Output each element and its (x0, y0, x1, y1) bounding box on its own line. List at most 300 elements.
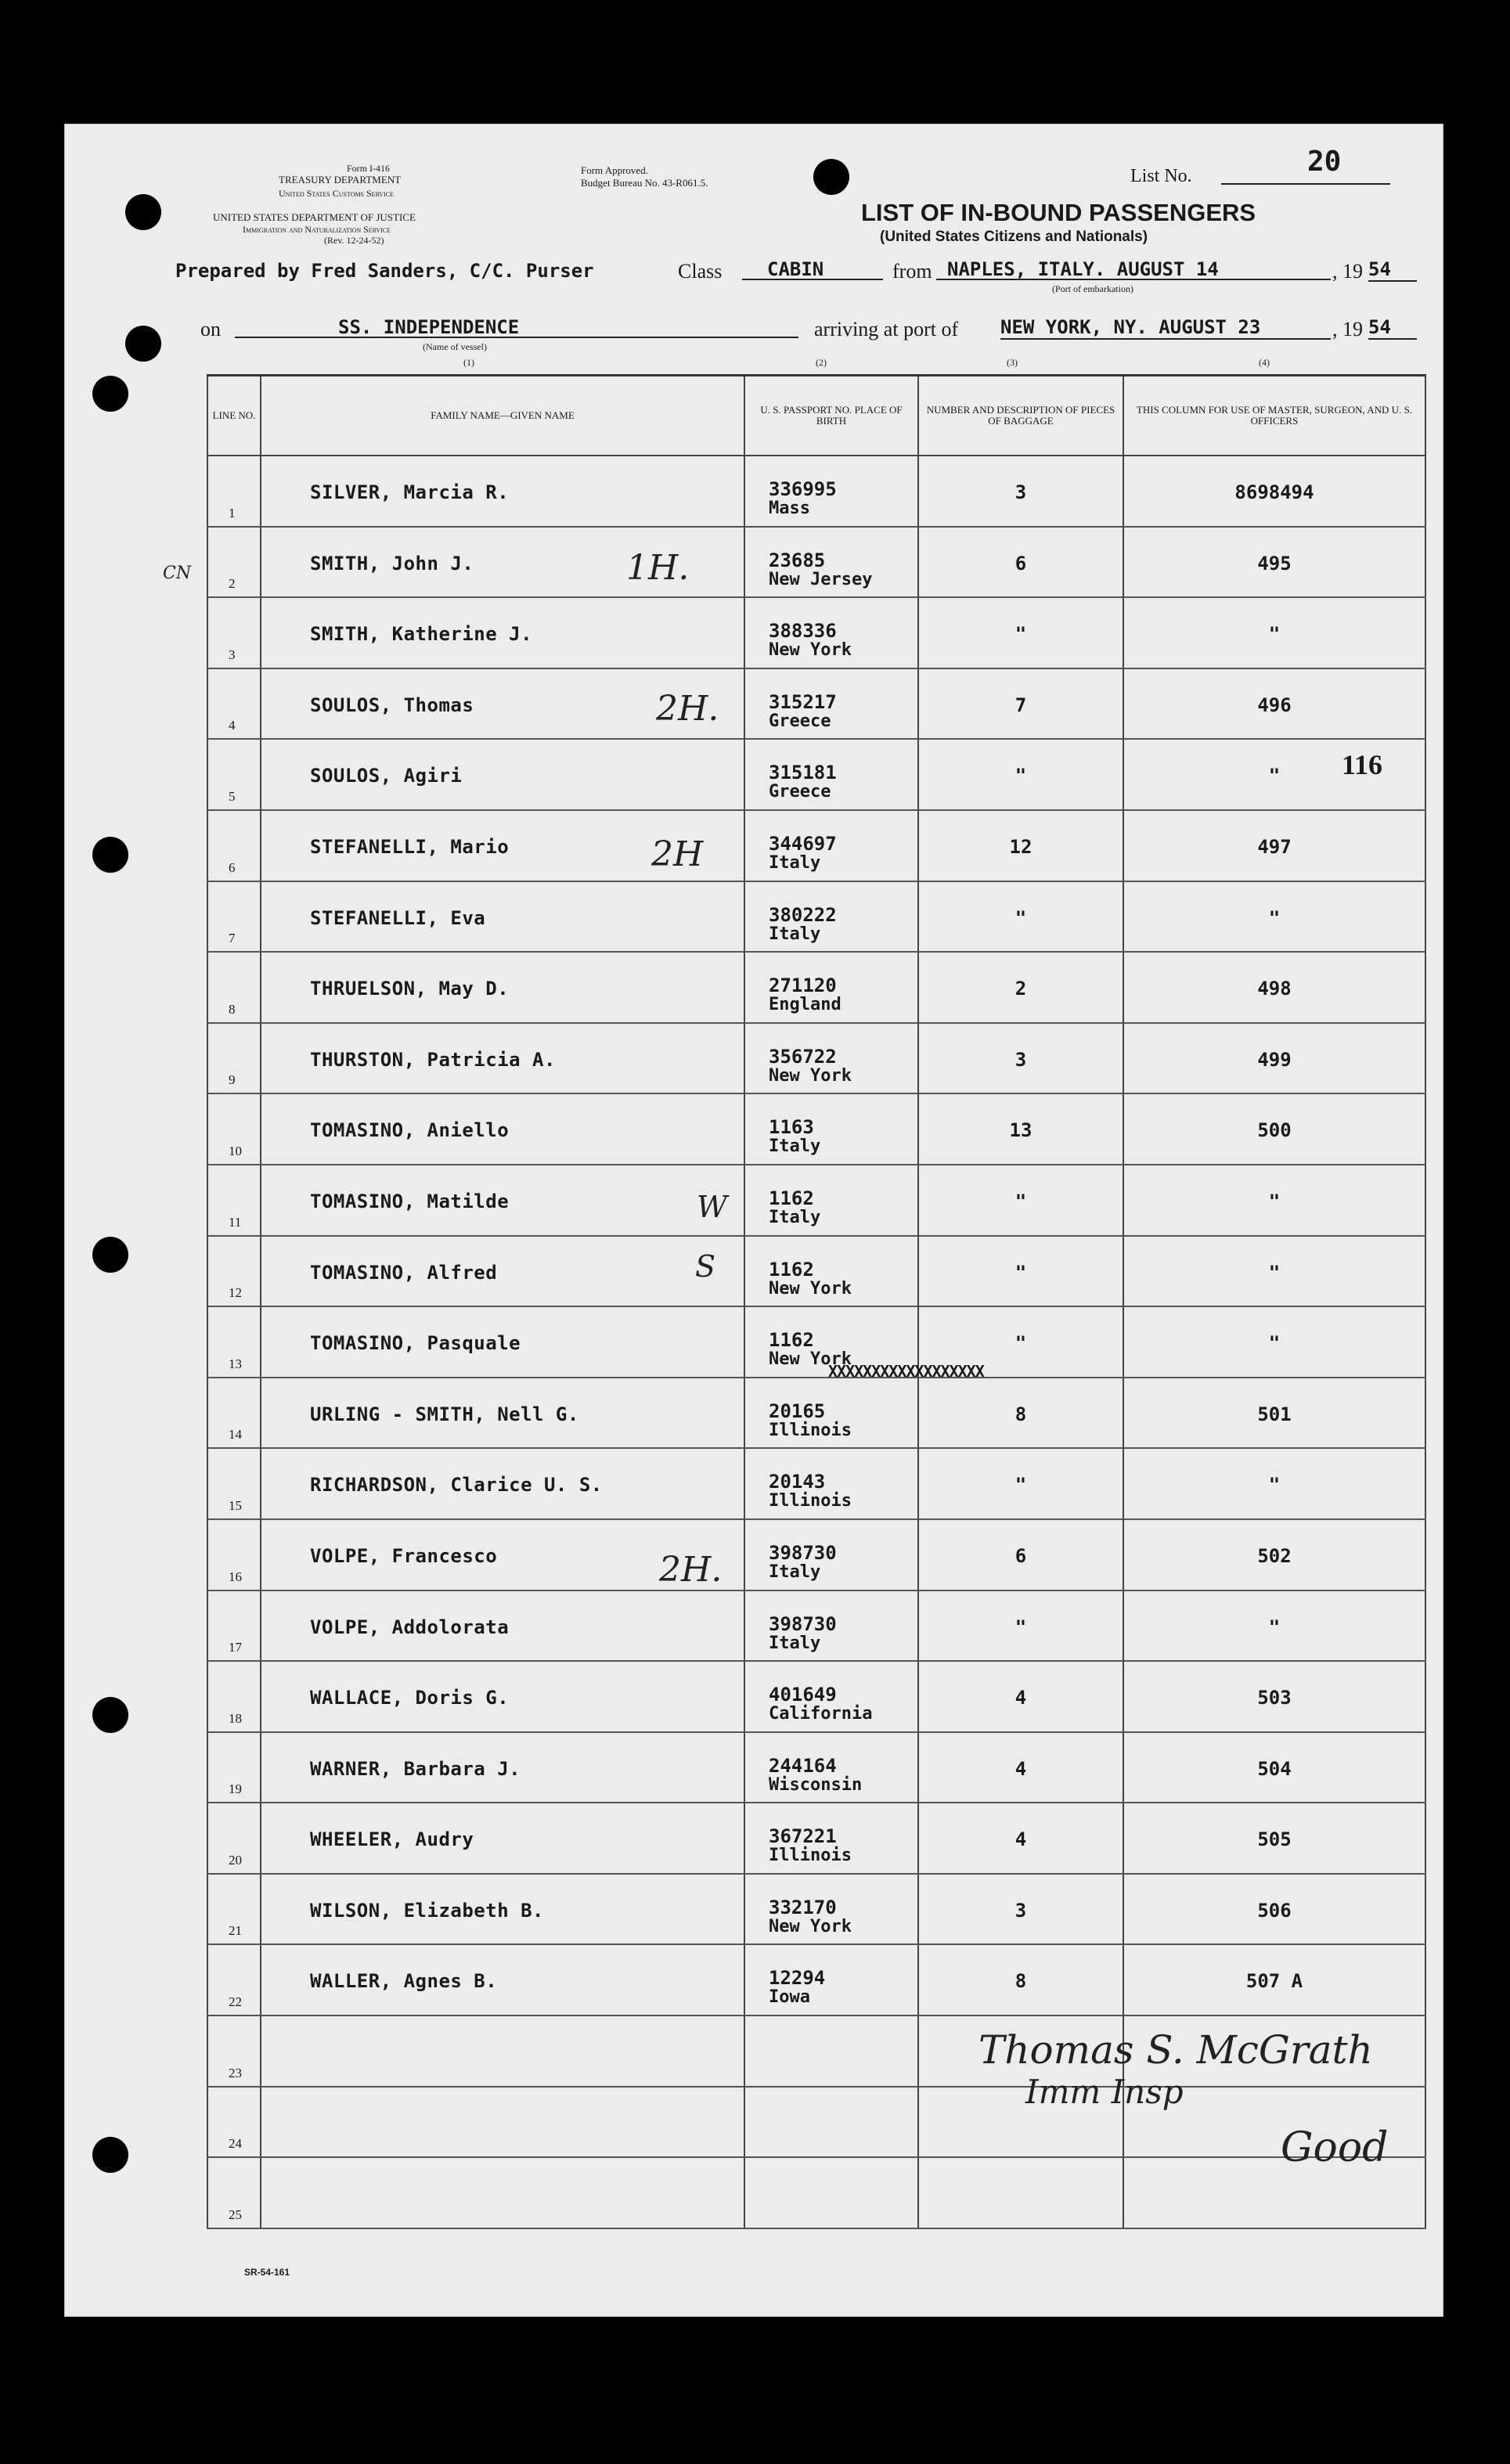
line-cell (207, 881, 261, 953)
line-cell (207, 1093, 261, 1165)
line-number: 10 (229, 1143, 242, 1158)
name-cell (261, 2157, 744, 2228)
name-cell (261, 1661, 744, 1732)
from-label: from (892, 260, 932, 283)
name-cell (261, 1236, 744, 1307)
line-cell (207, 456, 261, 527)
table-row (207, 1803, 1425, 1874)
officer-number: " (1268, 906, 1281, 929)
baggage-count: 6 (1014, 552, 1027, 575)
officer-cell (1123, 1448, 1425, 1519)
name-cell (261, 1590, 744, 1662)
passenger-name: THURSTON, Patricia A. (310, 1048, 556, 1071)
passenger-name: TOMASINO, Matilde (310, 1190, 510, 1212)
line-number: 3 (229, 647, 236, 662)
baggage-count: 8 (1014, 1970, 1027, 1993)
place-of-birth: Italy (769, 1137, 821, 1157)
baggage-count: 3 (1014, 1899, 1027, 1922)
name-cell (261, 1944, 744, 2016)
name-cell (261, 597, 744, 668)
punch-hole (92, 1237, 128, 1273)
place-of-birth: Greece (769, 711, 831, 731)
hand-note-2h-a: 2H. (656, 689, 719, 729)
baggage-count: 8 (1014, 1403, 1027, 1425)
table-row (207, 1590, 1425, 1662)
prepared-by: Prepared by Fred Sanders, C/C. Purser (175, 260, 594, 282)
passport-cell (744, 881, 918, 953)
baggage-cell (918, 1023, 1123, 1094)
officer-number: 506 (1257, 1899, 1292, 1922)
passport-cell (744, 952, 918, 1023)
passport-cell (744, 668, 918, 740)
name-cell (261, 2016, 744, 2087)
officer-cell (1123, 527, 1425, 598)
table-row (207, 881, 1425, 953)
table-row (207, 1165, 1425, 1236)
table-row (207, 1093, 1425, 1165)
passport-number: 20165 (769, 1400, 826, 1422)
table-row (207, 810, 1425, 881)
line-number: 24 (229, 2136, 242, 2152)
header-baggage: NUMBER AND DESCRIPTION OF PIECES OF BAGGAGE (918, 376, 1123, 456)
passenger-name: WARNER, Barbara J. (310, 1757, 521, 1780)
baggage-count: " (1014, 1261, 1027, 1284)
passenger-name: STEFANELLI, Eva (310, 906, 486, 929)
header-officers: THIS COLUMN FOR USE OF MASTER, SURGEON, AND U. S. OFFICERS (1123, 376, 1425, 456)
passport-number: 1162 (769, 1187, 814, 1209)
baggage-cell (918, 952, 1123, 1023)
passport-number: 398730 (769, 1541, 837, 1564)
punch-hole (92, 1697, 128, 1733)
baggage-count: 4 (1014, 1757, 1027, 1780)
line-cell (207, 1378, 261, 1449)
officer-cell (1123, 1306, 1425, 1378)
place-of-birth: New York (769, 1065, 852, 1086)
passenger-name: VOLPE, Addolorata (310, 1616, 510, 1638)
table-row (207, 527, 1425, 598)
passenger-name: URLING - SMITH, Nell G. (310, 1403, 579, 1425)
passport-cell (744, 810, 918, 881)
passport-number: 315181 (769, 762, 837, 784)
header-name: FAMILY NAME—GIVEN NAME (261, 376, 744, 456)
line-cell (207, 1023, 261, 1094)
passport-number: 401649 (769, 1684, 837, 1706)
passport-cell (744, 2157, 918, 2228)
passenger-name: THRUELSON, May D. (310, 978, 510, 1000)
year-prefix-1: , 19 (1332, 260, 1363, 283)
baggage-cell (918, 668, 1123, 740)
line-cell (207, 2087, 261, 2158)
line-cell (207, 1306, 261, 1378)
line-number: 15 (229, 1497, 242, 1513)
passport-cell (744, 1519, 918, 1590)
line-cell (207, 2157, 261, 2228)
place-of-birth: Mass (769, 499, 810, 518)
name-cell (261, 952, 744, 1023)
name-cell (261, 1023, 744, 1094)
arriving-label: arriving at port of (814, 318, 959, 340)
baggage-cell (918, 2157, 1123, 2228)
passport-cell (744, 1732, 918, 1803)
passport-number: 244164 (769, 1754, 837, 1777)
form-approved: Form Approved. (581, 164, 648, 176)
baggage-cell (918, 1661, 1123, 1732)
treasury-dept: TREASURY DEPARTMENT (279, 174, 402, 186)
officer-cell (1123, 1944, 1425, 2016)
passport-cell (744, 1236, 918, 1307)
officer-cell (1123, 1023, 1425, 1094)
baggage-count: " (1014, 1190, 1027, 1212)
line-number: 1 (229, 505, 236, 521)
line-number: 22 (229, 1994, 242, 2010)
baggage-cell (918, 1236, 1123, 1307)
baggage-cell (918, 1944, 1123, 2016)
name-cell (261, 1093, 744, 1165)
name-cell (261, 1165, 744, 1236)
passenger-name: WALLER, Agnes B. (310, 1970, 498, 1993)
on-label: on (200, 318, 221, 340)
customs-service: United States Customs Service (279, 188, 394, 199)
baggage-count: 12 (1009, 835, 1032, 858)
name-cell (261, 1306, 744, 1378)
name-cell (261, 1448, 744, 1519)
line-number: 14 (229, 1427, 242, 1443)
header-passport: U. S. PASSPORT NO. PLACE OF BIRTH (744, 376, 918, 456)
table-row (207, 1378, 1425, 1449)
line-number: 4 (229, 718, 236, 733)
officer-number: 505 (1257, 1828, 1292, 1851)
passport-number: 20143 (769, 1471, 826, 1493)
name-cell (261, 1378, 744, 1449)
col-index-1: (1) (463, 357, 474, 368)
place-of-birth: Iowa (769, 1987, 810, 2008)
officer-cell (1123, 1661, 1425, 1732)
passport-number: 23685 (769, 549, 826, 571)
hand-note-s: S (695, 1249, 716, 1284)
passport-cell (744, 2087, 918, 2158)
baggage-count: " (1014, 623, 1027, 646)
passport-number: 1162 (769, 1329, 814, 1352)
margin-note-cn: CN (163, 564, 192, 583)
baggage-count: 6 (1014, 1544, 1027, 1567)
officer-cell (1123, 952, 1425, 1023)
officer-number: 498 (1257, 978, 1292, 1000)
name-cell (261, 1732, 744, 1803)
officer-number: " (1268, 623, 1281, 646)
year-2: 54 (1368, 316, 1417, 340)
line-number: 2 (229, 576, 236, 592)
place-of-birth: Italy (769, 1633, 821, 1653)
col-index-2: (2) (816, 357, 827, 368)
officer-number: 502 (1257, 1544, 1292, 1567)
passenger-name: TOMASINO, Aniello (310, 1119, 510, 1142)
line-number: 18 (229, 1710, 242, 1726)
baggage-count: " (1014, 1616, 1027, 1638)
passport-cell (744, 1874, 918, 1945)
hand-note-2h-c: 2H. (659, 1550, 723, 1590)
line-number: 21 (229, 1923, 242, 1939)
inspector-signature: Thomas S. McGrath (978, 2027, 1373, 2073)
place-of-birth: California (769, 1704, 873, 1724)
struck-text: XXXXXXXXXXXXXXXXXX (828, 1362, 984, 1381)
passport-number: 356722 (769, 1045, 837, 1068)
baggage-cell (918, 1803, 1123, 1874)
officer-number: 504 (1257, 1757, 1292, 1780)
name-cell (261, 1803, 744, 1874)
line-number: 9 (229, 1072, 236, 1088)
table-row (207, 1732, 1425, 1803)
place-of-birth: England (769, 995, 841, 1015)
from-value: NAPLES, ITALY. AUGUST 14 (936, 258, 1331, 280)
place-of-birth: New York (769, 1349, 852, 1370)
line-number: 13 (229, 1356, 242, 1371)
passenger-name: WHEELER, Audry (310, 1828, 474, 1851)
baggage-cell (918, 1165, 1123, 1236)
revision: (Rev. 12-24-52) (324, 235, 384, 246)
baggage-cell (918, 597, 1123, 668)
line-number: 25 (229, 2206, 242, 2222)
passport-cell (744, 1093, 918, 1165)
name-cell (261, 739, 744, 810)
place-of-birth: Italy (769, 1207, 821, 1227)
place-of-birth: Greece (769, 782, 831, 802)
vessel-name: SS. INDEPENDENCE (235, 316, 798, 338)
passport-cell (744, 1803, 918, 1874)
hand-note-1h: 1H. (626, 548, 690, 588)
inspector-title: Imm Insp (1025, 2073, 1184, 2111)
line-cell (207, 1236, 261, 1307)
list-number: 20 (1307, 146, 1342, 178)
officer-cell (1123, 881, 1425, 953)
name-cell (261, 881, 744, 953)
line-number: 5 (229, 788, 236, 804)
passport-number: 380222 (769, 903, 837, 926)
vessel-note: (Name of vessel) (423, 341, 487, 352)
passport-cell (744, 1378, 918, 1449)
table-row (207, 952, 1425, 1023)
form-number: Form I-416 (347, 163, 390, 174)
place-of-birth: New York (769, 1916, 852, 1936)
line-number: 7 (229, 931, 236, 946)
col-index-4: (4) (1259, 357, 1270, 368)
passport-number: 388336 (769, 620, 837, 643)
baggage-cell (918, 1448, 1123, 1519)
line-cell (207, 1944, 261, 2016)
punch-hole (125, 194, 161, 230)
officer-number: 507 A (1245, 1970, 1303, 1993)
line-number: 8 (229, 1001, 236, 1017)
line-number: 11 (229, 1214, 242, 1230)
baggage-cell (918, 456, 1123, 527)
place-of-birth: Illinois (769, 1491, 852, 1511)
officer-number: " (1268, 1474, 1281, 1497)
punch-hole (92, 376, 128, 412)
line-number: 23 (229, 2065, 242, 2080)
officer-number: 499 (1257, 1048, 1292, 1071)
place-of-birth: New York (769, 1278, 852, 1299)
hand-note-w: W (697, 1190, 728, 1224)
table-row (207, 1236, 1425, 1307)
line-number: 20 (229, 1852, 242, 1868)
passenger-name: SOULOS, Agiri (310, 765, 463, 787)
table-row (207, 668, 1425, 740)
passenger-name: WILSON, Elizabeth B. (310, 1899, 544, 1922)
hand-note-2h-b: 2H (651, 834, 704, 874)
baggage-count: " (1014, 906, 1027, 929)
place-of-birth: Italy (769, 852, 821, 873)
baggage-count: 4 (1014, 1828, 1027, 1851)
officer-number: 8698494 (1234, 481, 1314, 503)
baggage-count: " (1014, 1474, 1027, 1497)
table-row (207, 1448, 1425, 1519)
place-of-birth: Italy (769, 1562, 821, 1582)
baggage-count: 3 (1014, 481, 1027, 503)
baggage-cell (918, 1732, 1123, 1803)
place-of-birth: Illinois (769, 1420, 852, 1440)
name-cell (261, 456, 744, 527)
baggage-count: " (1014, 765, 1027, 787)
officer-number: " (1268, 1616, 1281, 1638)
footer-code: SR-54-161 (244, 2267, 290, 2278)
table-row (207, 597, 1425, 668)
arrival-value: NEW YORK, NY. AUGUST 23 (1000, 316, 1331, 340)
table-header-row (207, 376, 1425, 456)
baggage-cell (918, 1519, 1123, 1590)
line-cell (207, 668, 261, 740)
table-row (207, 1519, 1425, 1590)
passport-cell (744, 1944, 918, 2016)
officer-number: 501 (1257, 1403, 1292, 1425)
passport-cell (744, 1165, 918, 1236)
officer-cell (1123, 1732, 1425, 1803)
passport-cell (744, 2016, 918, 2087)
passport-number: 1163 (769, 1116, 814, 1139)
passport-cell (744, 456, 918, 527)
officer-cell (1123, 1519, 1425, 1590)
officer-cell (1123, 456, 1425, 527)
list-no-label: List No. (1130, 166, 1192, 186)
officer-cell (1123, 1803, 1425, 1874)
officer-number: 497 (1257, 835, 1292, 858)
name-cell (261, 1874, 744, 1945)
officer-number: " (1268, 765, 1281, 787)
line-cell (207, 1519, 261, 1590)
ins-service: Immigration and Naturalization Service (243, 224, 391, 235)
punch-hole (92, 837, 128, 873)
col-index-3: (3) (1007, 357, 1018, 368)
passenger-name: TOMASINO, Pasquale (310, 1332, 521, 1355)
hand-note-good: Good (1281, 2124, 1389, 2171)
place-of-birth: Wisconsin (769, 1774, 863, 1795)
class-value: CABIN (742, 258, 883, 280)
passenger-name: SILVER, Marcia R. (310, 481, 510, 503)
baggage-count: 4 (1014, 1687, 1027, 1709)
line-number: 17 (229, 1640, 242, 1655)
year-1: 54 (1368, 258, 1417, 282)
line-cell (207, 952, 261, 1023)
punch-hole (813, 159, 849, 195)
baggage-count: 13 (1009, 1119, 1032, 1142)
passenger-name: SOULOS, Thomas (310, 693, 474, 716)
port-embarkation-note: (Port of embarkation) (1052, 283, 1133, 294)
line-cell (207, 597, 261, 668)
name-cell (261, 2087, 744, 2158)
place-of-birth: New Jersey (769, 569, 873, 589)
table-row (207, 1661, 1425, 1732)
line-cell (207, 1165, 261, 1236)
class-label: Class (678, 260, 723, 283)
passport-cell (744, 739, 918, 810)
table-row (207, 1306, 1425, 1378)
baggage-cell (918, 1378, 1123, 1449)
line-cell (207, 1874, 261, 1945)
passenger-table (207, 374, 1426, 2229)
baggage-cell (918, 739, 1123, 810)
officer-number: " (1268, 1261, 1281, 1284)
baggage-count: 7 (1014, 693, 1027, 716)
passport-cell (744, 1448, 918, 1519)
punch-hole (92, 2137, 128, 2173)
baggage-cell (918, 1590, 1123, 1662)
passenger-name: SMITH, John J. (310, 552, 474, 575)
table-row (207, 1023, 1425, 1094)
line-cell (207, 1732, 261, 1803)
baggage-count: 3 (1014, 1048, 1027, 1071)
place-of-birth: New York (769, 640, 852, 661)
officer-number: " (1268, 1332, 1281, 1355)
officer-cell (1123, 1093, 1425, 1165)
passport-cell (744, 597, 918, 668)
list-no-line (1221, 183, 1390, 185)
passport-number: 271120 (769, 974, 837, 997)
baggage-cell (918, 881, 1123, 953)
page-subtitle: (United States Citizens and Nationals) (880, 229, 1148, 245)
punch-hole (125, 326, 161, 362)
baggage-cell (918, 810, 1123, 881)
page-title: LIST OF IN-BOUND PASSENGERS (861, 199, 1256, 226)
place-of-birth: Illinois (769, 1846, 852, 1866)
officer-number: 496 (1257, 693, 1292, 716)
place-of-birth: Italy (769, 924, 821, 944)
baggage-cell (918, 527, 1123, 598)
passenger-name: TOMASINO, Alfred (310, 1261, 498, 1284)
passport-cell (744, 1590, 918, 1662)
passenger-name: STEFANELLI, Mario (310, 835, 510, 858)
line-number: 16 (229, 1569, 242, 1584)
header-line-no: LINE NO. (207, 376, 261, 456)
passport-number: 398730 (769, 1612, 837, 1635)
line-cell (207, 1661, 261, 1732)
table-row (207, 1874, 1425, 1945)
officer-cell (1123, 1378, 1425, 1449)
passenger-name: VOLPE, Francesco (310, 1544, 498, 1567)
line-number: 6 (229, 859, 236, 875)
table-row (207, 2157, 1425, 2228)
line-number: 19 (229, 1781, 242, 1797)
table-row (207, 1944, 1425, 2016)
line-number: 12 (229, 1285, 242, 1301)
baggage-cell (918, 1093, 1123, 1165)
officer-cell (1123, 597, 1425, 668)
officer-number: 500 (1257, 1119, 1292, 1142)
officer-cell (1123, 1590, 1425, 1662)
table-row (207, 739, 1425, 810)
justice-dept: UNITED STATES DEPARTMENT OF JUSTICE (213, 211, 416, 223)
officer-cell (1123, 668, 1425, 740)
line-cell (207, 1448, 261, 1519)
line-cell (207, 810, 261, 881)
officer-number: " (1268, 1190, 1281, 1212)
